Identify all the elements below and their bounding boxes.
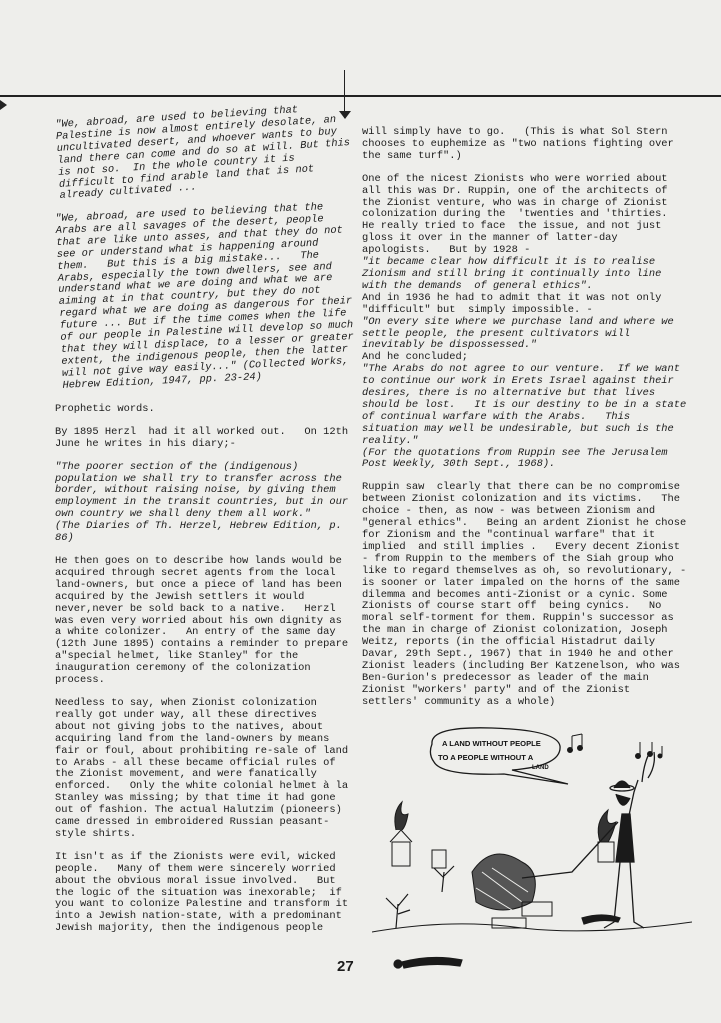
paragraph-continued: will simply have to go. (This is what Sol Stern chooses to euphemize as "two nations fighting over the same turf".) xyxy=(362,126,681,162)
paragraph-ruppin: One of the nicest Zionists who were worried about all this was Dr. Ruppin, one of the architects of the Zionist venture, who was in charge of Zionist colonization during the 'twenties and 'thirties. He really tried to face the issue, and not just gloss it over in the manner of latter-day apologists. But by 1928 - xyxy=(362,172,687,257)
ruppin-source: (For the quotations from Ruppin see The Jerusalem Post Weekly, 30th Sept., 1968). xyxy=(362,446,674,471)
paragraph-lands: He then goes on to describe how lands would be acquired through secret agents from the local land-owners, but once a piece of land has been acquired by the Jewish settlers it would never,never be sold back to a native. Herzl was even very worried about his own dignity as a white colonizer. An entry of the same day (12th June 1895) contains a reminder to prepare a"special helmet, like Stanley" for the inauguration ceremony of the colonization process. xyxy=(55,555,355,687)
caption-line-1: A LAND WITHOUT PEOPLE xyxy=(442,739,541,748)
paragraph-evil: It isn't as if the Zionists were evil, wicked people. Many of them were sincerely worried about the obvious moral issue involved. But the logic of the situation was inexorable; if you want to colonize Palestine and transform it into a Jewish nation-state, with a predominant Jewish majority, then the indigenous people xyxy=(55,850,355,935)
ground-line xyxy=(372,922,692,932)
fallen-figures xyxy=(394,915,620,968)
paragraph-ruppin-saw: Ruppin saw clearly that there can be no compromise between Zionist colonization and its victims. The choice - then, as now - was between Zionism and "general ethics". Being an ardent Zionist he chose for Zionism and the "continual warfare" that it implied and still implies . Every decent Zionist - from Ruppin to the members of the Siah group who like to regard themselves as oh, so revolutionary, - is sooner or later impaled on the horns of the same dilemma and becomes anti-Zionist or a cynic. Some Zionists of course start off being cynics. No moral self-torment for them. Ruppin's successor as the man in charge of Zionist colonization, Joseph Weitz, reports (in the official Histadrut daily Davar, 29th Sept., 1967) that in 1940 he and other Zionist leaders (including Ber Katzenelson, who was Ben-Gurion's predecessor as leader of the main Zionist "workers' party" and of the Zionist settlers' community as a whole) xyxy=(362,481,693,708)
caption-line-3: LAND xyxy=(532,765,549,771)
herzl-diary-quote: "The poorer section of the (indigenous) population we shall try to transfer across the border, without raising noise, by giving them employment in the transit countries, but in our own country we shall deny them all work." (The Diaries of Th. Herzel, Hebrew Edition, p. 86) xyxy=(55,460,355,545)
left-margin-arrow-icon xyxy=(0,100,7,110)
page-number: 27 xyxy=(337,958,354,975)
ruppin-1936: And in 1936 he had to admit that it was not only "difficult" but simply impossible. - xyxy=(362,291,668,316)
quote-arabs-savages: "We, abroad, are used to believing that the Arabs are all savages of the desert, people that are like unto asses, and that they do not see or understand what is happening around them. But this is a big mistake... The Arabs, especially the town dwellers, see and understand what we are doing and what we are aiming at in that country, but they do not regard what we are doing as dangerous for their future ... But if the time comes when the life of our people in Palestine will develop so much that they will displace, to a lesser or greater extent, the indigenous people, then the latter will not give way easily..." (Collected Works, Hebrew Edition, 1947, pp. 23-24) xyxy=(54,201,361,392)
prophetic-words: Prophetic words. xyxy=(55,402,155,415)
ruppin-quote-dispossessed: "On every site where we purchase land and where we settle people, the present cultivators will inevitably be dispossessed." xyxy=(362,315,681,352)
left-column xyxy=(54,103,361,946)
cartoon-illustration xyxy=(372,722,692,984)
ruppin-quote-ethics: "it became clear how difficult it is to realise Zionism and still bring it continually into line with the demands of general ethics". xyxy=(362,256,668,292)
herzl-intro: By 1895 Herzl had it all worked out. On 12th June he writes in his diary;- xyxy=(55,425,355,450)
right-column xyxy=(362,127,692,720)
quote-arable-land: "We, abroad, are used to believing that Palestine is now almost entirely desolate, an uncultivated desert, and whoever wants to buy land there can come and do so at will. But this is not so. In the whole country it is difficult to find arable land that is not already cultivated ... xyxy=(54,103,357,203)
ruppin-concluded: And he concluded; xyxy=(362,351,469,364)
bare-tree xyxy=(386,866,454,928)
paragraph-needless: Needless to say, when Zionist colonization really got under way, all these directives about not giving jobs to the natives, about acquiring land from the land-owners by means fair or foul, about prohibiting re-sale of land to Arabs - all these became official rules of the Zionist movement, and were fanatically enforced. Only the white colonial helmet à la Stanley was missing; by that time it had gone out of fashion. The actual Halutzim (pioneers) came dressed in embroidered Russian peasant-style shirts. xyxy=(55,696,355,840)
header-rule xyxy=(0,95,721,97)
caption-line-2: TO A PEOPLE WITHOUT A xyxy=(438,753,534,762)
burning-village xyxy=(390,802,616,928)
ruppin-quote-warfare: "The Arabs do not agree to our venture. If we want to continue our work in Erets Israel against their desires, there is no alternative but that lives should be lost. It is our destiny to be in a state of continual warfare with the Arabs. This situation may well be undesirable, but such is the reality." xyxy=(362,363,693,447)
